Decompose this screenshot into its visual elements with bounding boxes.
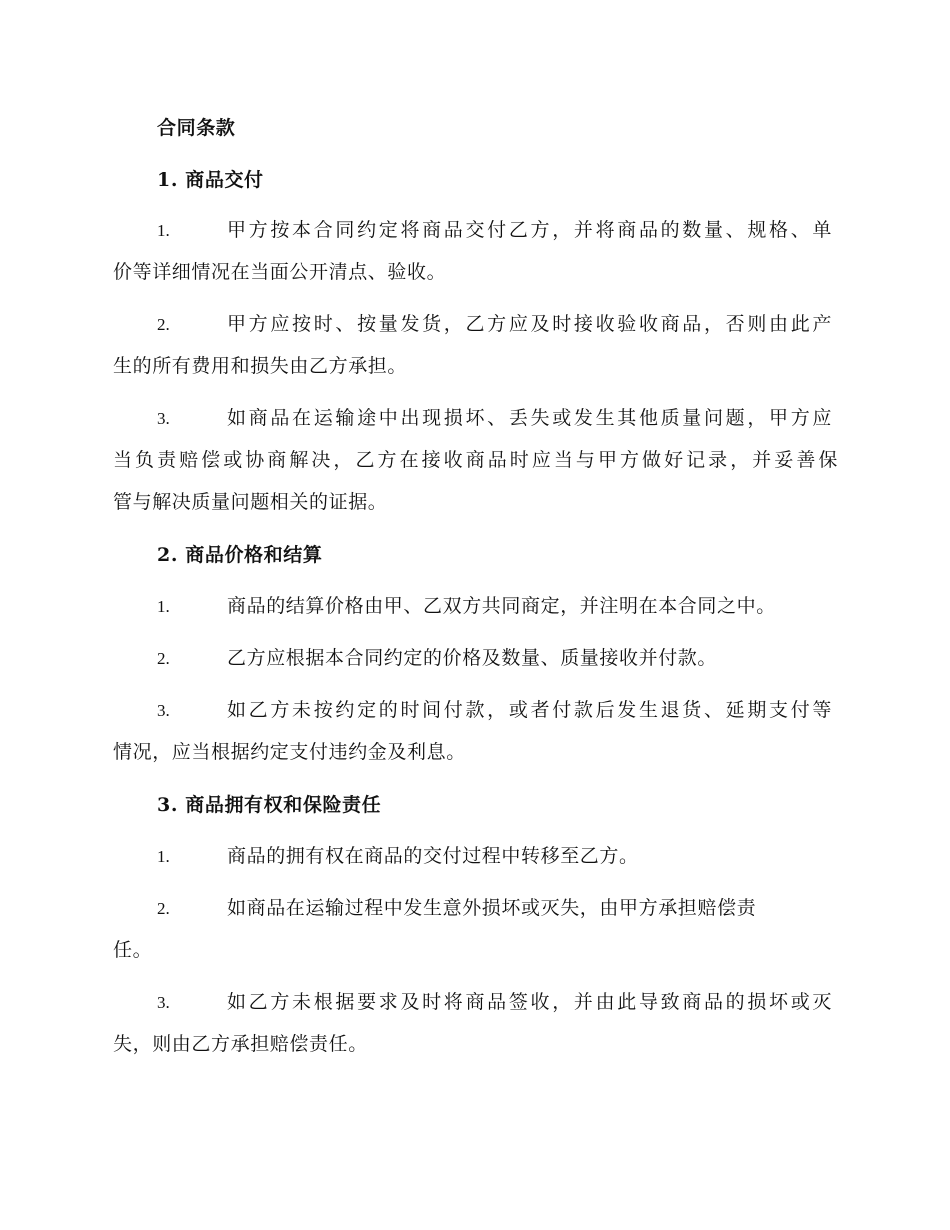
item-number: 2. <box>157 649 170 668</box>
item-text: 乙方应根据本合同约定的价格及数量、质量接收并付款。 <box>227 647 718 669</box>
item-text: 当负责赔偿或协商解决，乙方在接收商品时应当与甲方做好记录，并妥善保 <box>113 449 838 471</box>
item-number: 3. <box>157 409 170 428</box>
item-text: 如乙方未根据要求及时将商品签收，并由此导致商品的损坏或灭 <box>227 991 832 1013</box>
item-text: 商品的结算价格由甲、乙双方共同商定，并注明在本合同之中。 <box>227 595 776 617</box>
item-text: 生的所有费用和损失由乙方承担。 <box>113 355 408 377</box>
item-text: 价等详细情况在当面公开清点、验收。 <box>113 261 447 283</box>
item-number: 1. <box>157 221 170 240</box>
section-heading-ownership: 3. 商品拥有权和保险责任 <box>157 794 382 816</box>
item-number: 1. <box>157 847 170 866</box>
item-number: 3. <box>157 701 170 720</box>
item-number: 2. <box>157 899 170 918</box>
item-number: 3. <box>157 993 170 1012</box>
item-number: 2. <box>157 315 170 334</box>
item-text: 情况，应当根据约定支付违约金及利息。 <box>113 741 466 763</box>
item-text: 甲方应按时、按量发货，乙方应及时接收验收商品，否则由此产 <box>227 313 832 335</box>
item-text: 如乙方未按约定的时间付款，或者付款后发生退货、延期支付等 <box>227 699 832 721</box>
item-text: 如商品在运输途中出现损坏、丢失或发生其他质量问题，甲方应 <box>227 407 832 429</box>
item-number: 1. <box>157 597 170 616</box>
section-heading-pricing: 2. 商品价格和结算 <box>157 544 323 566</box>
item-text: 商品的拥有权在商品的交付过程中转移至乙方。 <box>227 845 639 867</box>
section-heading-delivery: 1. 商品交付 <box>157 169 264 191</box>
item-text: 甲方按本合同约定将商品交付乙方，并将商品的数量、规格、单 <box>227 219 832 241</box>
document-title: 合同条款 <box>157 117 236 139</box>
item-text: 失，则由乙方承担赔偿责任。 <box>113 1033 368 1055</box>
item-text: 管与解决质量问题相关的证据。 <box>113 491 388 513</box>
item-text: 如商品在运输过程中发生意外损坏或灭失，由甲方承担赔偿责 <box>227 897 757 919</box>
item-text: 任。 <box>113 939 153 961</box>
